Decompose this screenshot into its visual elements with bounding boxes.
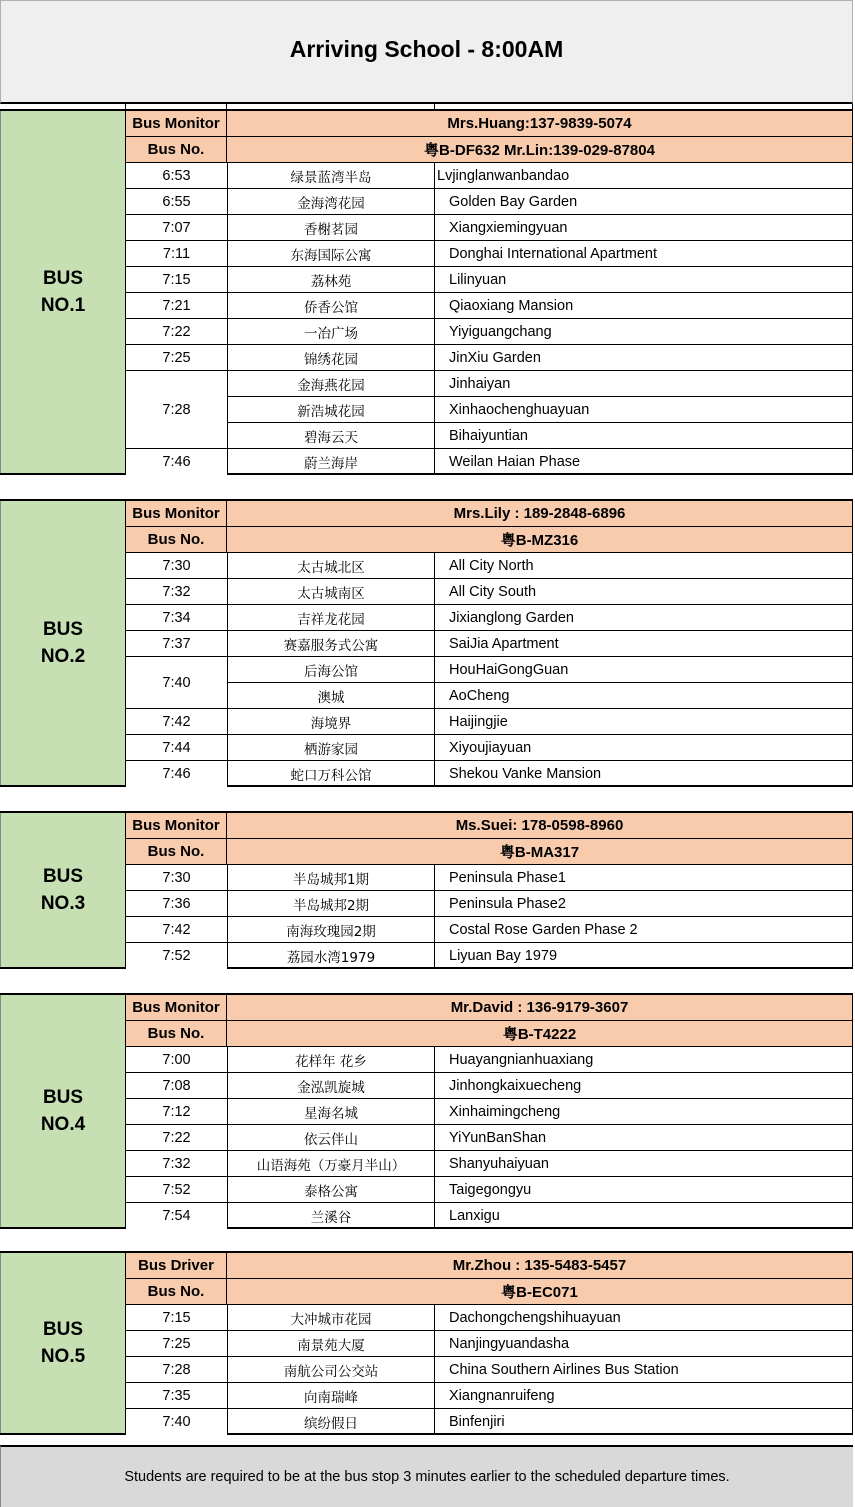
bus-label-line1: BUS: [42, 1319, 84, 1340]
stop-name-cn: 荔林苑: [227, 267, 435, 292]
stop-row: [126, 761, 853, 787]
stop-row: [126, 163, 853, 189]
stop-time: 7:52: [126, 943, 227, 969]
stop-row: [126, 397, 853, 423]
stop-name-en: Bihaiyuntian: [435, 423, 853, 448]
stop-name-cn: 半岛城邦1期: [227, 865, 435, 890]
stop-name-cn: 依云伴山: [227, 1125, 435, 1150]
stop-row: [126, 1203, 853, 1229]
bus-number-row: [126, 1021, 853, 1047]
stop-name-en: Jixianglong Garden: [435, 605, 853, 630]
stop-row: [126, 215, 853, 241]
stop-name-en: JinXiu Garden: [435, 345, 853, 370]
bus-number: 粤B-MZ316: [227, 527, 853, 552]
stop-name-en: Taigegongyu: [435, 1177, 853, 1202]
bus-number: 粤B-EC071: [227, 1279, 853, 1304]
stop-time: 7:28: [126, 1357, 227, 1383]
bus-number: 粤B-DF632 Mr.Lin:139-029-87804: [227, 137, 853, 162]
bus-label: [0, 995, 126, 1227]
bus-label-line2: NO.2: [40, 646, 86, 667]
stop-row: [126, 1383, 853, 1409]
stop-time: 7:52: [126, 1177, 227, 1203]
monitor-label: Bus Monitor: [126, 813, 227, 838]
bus-number-row: [126, 137, 853, 163]
stop-row: [126, 683, 853, 709]
stop-name-cn: 蛇口万科公馆: [227, 761, 435, 787]
stop-name-en: Xinhaimingcheng: [435, 1099, 853, 1124]
bus-section-2: [0, 499, 853, 787]
monitor-label: Bus Monitor: [126, 995, 227, 1020]
stop-time: 7:42: [126, 709, 227, 735]
bus-label-line2: NO.5: [40, 1346, 86, 1367]
stop-name-en: All City North: [435, 553, 853, 578]
monitor-contact: Mrs.Lily : 189-2848-6896: [227, 501, 853, 526]
stop-name-cn: 碧海云天: [227, 423, 435, 448]
stop-name-en: Shanyuhaiyuan: [435, 1151, 853, 1176]
driver-row: [126, 1253, 853, 1279]
bus-number-label: Bus No.: [126, 1021, 227, 1046]
stop-time: 7:15: [126, 1305, 227, 1331]
stop-name-en: Costal Rose Garden Phase 2: [435, 917, 853, 942]
stop-name-en: HouHaiGongGuan: [435, 657, 853, 682]
stop-time: 7:32: [126, 1151, 227, 1177]
driver-contact: Mr.Zhou : 135-5483-5457: [227, 1253, 853, 1278]
stop-name-en: Shekou Vanke Mansion: [435, 761, 853, 787]
stop-name-cn: 蔚兰海岸: [227, 449, 435, 475]
stop-name-cn: 金海燕花园: [227, 371, 435, 396]
stop-time: 7:37: [126, 631, 227, 657]
stop-row: [126, 865, 853, 891]
stop-name-cn: 海境界: [227, 709, 435, 734]
monitor-row: [126, 111, 853, 137]
stop-name-cn: 南景苑大厦: [227, 1331, 435, 1356]
bus-number: 粤B-T4222: [227, 1021, 853, 1046]
stop-time: 7:21: [126, 293, 227, 319]
stop-time: 7:46: [126, 449, 227, 475]
bus-number-row: [126, 1279, 853, 1305]
stop-time: 7:44: [126, 735, 227, 761]
stop-row: [126, 1357, 853, 1383]
bus-label-line1: BUS: [42, 866, 84, 887]
stop-time: 7:32: [126, 579, 227, 605]
stop-name-en: Xiangxiemingyuan: [435, 215, 853, 240]
stop-name-cn: 山语海苑（万豪月半山）: [227, 1151, 435, 1176]
stop-name-cn: 星海名城: [227, 1099, 435, 1124]
stop-name-en: Jinhongkaixuecheng: [435, 1073, 853, 1098]
stop-row: [126, 917, 853, 943]
stop-name-en: Huayangnianhuaxiang: [435, 1047, 853, 1072]
stop-row: [126, 657, 853, 691]
stop-name-cn: 太古城北区: [227, 553, 435, 578]
bus-number-label: Bus No.: [126, 137, 227, 162]
stop-name-cn: 花样年 花乡: [227, 1047, 435, 1072]
bus-number-label: Bus No.: [126, 1279, 227, 1304]
stop-time: 7:42: [126, 917, 227, 943]
stop-name-cn: 绿景蓝湾半岛: [227, 163, 435, 188]
monitor-contact: Mrs.Huang:137-9839-5074: [227, 111, 853, 136]
stop-name-en: Yiyiguangchang: [435, 319, 853, 344]
bus-label: [0, 111, 126, 473]
stop-name-cn: 新浩城花园: [227, 397, 435, 422]
stop-row: [126, 449, 853, 475]
stop-name-cn: 兰溪谷: [227, 1203, 435, 1229]
stop-name-en: Peninsula Phase2: [435, 891, 853, 916]
stop-name-cn: 赛嘉服务式公寓: [227, 631, 435, 656]
stop-name-en: Dachongchengshihuayuan: [435, 1305, 853, 1330]
stop-time: 7:11: [126, 241, 227, 267]
stop-row: [126, 735, 853, 761]
stop-time: 7:46: [126, 761, 227, 787]
stop-time-merged: 7:40: [126, 657, 227, 709]
stop-name-en: Jinhaiyan: [435, 371, 853, 396]
bus-label: [0, 813, 126, 967]
page-title: Arriving School - 8:00AM: [0, 0, 853, 104]
stop-row: [126, 423, 853, 449]
stop-time: 7:54: [126, 1203, 227, 1229]
stop-name-en: Donghai International Apartment: [435, 241, 853, 266]
monitor-row: [126, 501, 853, 527]
stop-name-cn: 香榭茗园: [227, 215, 435, 240]
stop-name-en: Haijingjie: [435, 709, 853, 734]
stop-row: [126, 1099, 853, 1125]
stop-row: [126, 189, 853, 215]
driver-label: Bus Driver: [126, 1253, 227, 1278]
bus-section-5: [0, 1251, 853, 1435]
stop-row: [126, 579, 853, 605]
stop-name-en: Xiangnanruifeng: [435, 1383, 853, 1408]
stop-time: 7:00: [126, 1047, 227, 1073]
bus-number-row: [126, 527, 853, 553]
stop-row: [126, 605, 853, 631]
stop-name-en: Liyuan Bay 1979: [435, 943, 853, 969]
stop-name-en: Peninsula Phase1: [435, 865, 853, 890]
stop-row: [126, 1151, 853, 1177]
stop-time: 7:30: [126, 553, 227, 579]
stop-name-cn: 荔园水湾1979: [227, 943, 435, 969]
stop-name-en: Weilan Haian Phase: [435, 449, 853, 475]
bus-section-4: [0, 993, 853, 1229]
monitor-row: [126, 813, 853, 839]
stop-name-cn: 东海国际公寓: [227, 241, 435, 266]
bus-number-row: [126, 839, 853, 865]
stop-time-merged: 7:28: [126, 371, 227, 449]
stop-name-en: Qiaoxiang Mansion: [435, 293, 853, 318]
stop-row: [126, 319, 853, 345]
bus-section-1: [0, 109, 853, 475]
bus-label-line2: NO.1: [40, 295, 86, 316]
monitor-label: Bus Monitor: [126, 501, 227, 526]
bus-number: 粤B-MA317: [227, 839, 853, 864]
stop-row: [126, 1047, 853, 1073]
stop-row: [126, 891, 853, 917]
stop-row: [126, 943, 853, 969]
stop-row: [126, 345, 853, 371]
stop-time: 7:34: [126, 605, 227, 631]
stop-name-en: Xinhaochenghuayuan: [435, 397, 853, 422]
stop-time: 6:53: [126, 163, 227, 189]
stop-name-en: Golden Bay Garden: [435, 189, 853, 214]
stop-name-en: China Southern Airlines Bus Station: [435, 1357, 853, 1382]
bus-label-line2: NO.4: [40, 1114, 86, 1135]
bus-label: [0, 1253, 126, 1433]
stop-row: [126, 709, 853, 735]
stop-time: 7:15: [126, 267, 227, 293]
stop-name-cn: 南海玫瑰园2期: [227, 917, 435, 942]
bus-section-3: [0, 811, 853, 969]
stop-name-cn: 向南瑞峰: [227, 1383, 435, 1408]
stop-name-en: All City South: [435, 579, 853, 604]
stop-name-en: Xiyoujiayuan: [435, 735, 853, 760]
stop-name-cn: 金泓凯旋城: [227, 1073, 435, 1098]
stop-time: 7:36: [126, 891, 227, 917]
stop-name-en: Lvjinglanwanbandao: [435, 163, 853, 188]
stop-name-cn: 缤纷假日: [227, 1409, 435, 1435]
stop-time: 7:22: [126, 1125, 227, 1151]
bus-label-line1: BUS: [42, 268, 84, 289]
monitor-contact: Mr.David : 136-9179-3607: [227, 995, 853, 1020]
stop-name-cn: 南航公司公交站: [227, 1357, 435, 1382]
stop-time: 7:35: [126, 1383, 227, 1409]
stop-name-en: Binfenjiri: [435, 1409, 853, 1435]
stop-row: [126, 631, 853, 657]
stop-name-cn: 栖游家园: [227, 735, 435, 760]
bus-label-line2: NO.3: [40, 893, 86, 914]
bus-label: [0, 501, 126, 785]
stop-name-cn: 后海公馆: [227, 657, 435, 682]
stop-name-en: Lanxigu: [435, 1203, 853, 1229]
stop-time: 6:55: [126, 189, 227, 215]
stop-name-cn: 一冶广场: [227, 319, 435, 344]
stop-row: [126, 1177, 853, 1203]
stop-name-cn: 太古城南区: [227, 579, 435, 604]
stop-name-cn: 锦绣花园: [227, 345, 435, 370]
stop-row: [126, 1125, 853, 1151]
stop-time: 7:30: [126, 865, 227, 891]
stop-row: [126, 293, 853, 319]
stop-time: 7:12: [126, 1099, 227, 1125]
stop-row: [126, 1073, 853, 1099]
stop-name-en: Lilinyuan: [435, 267, 853, 292]
stop-row: [126, 241, 853, 267]
bus-label-line1: BUS: [42, 619, 84, 640]
stop-row: [126, 267, 853, 293]
stop-name-cn: 澳城: [227, 683, 435, 708]
monitor-row: [126, 995, 853, 1021]
bus-number-label: Bus No.: [126, 527, 227, 552]
stop-name-cn: 吉祥龙花园: [227, 605, 435, 630]
bus-label-line1: BUS: [42, 1087, 84, 1108]
stop-time: 7:22: [126, 319, 227, 345]
stop-name-en: SaiJia Apartment: [435, 631, 853, 656]
stop-row: [126, 553, 853, 579]
stop-name-cn: 侨香公馆: [227, 293, 435, 318]
stop-row: [126, 1305, 853, 1331]
footer-note: Students are required to be at the bus stop 3 minutes earlier to the scheduled departure times.: [0, 1445, 853, 1507]
stop-name-en: YiYunBanShan: [435, 1125, 853, 1150]
stop-name-en: AoCheng: [435, 683, 853, 708]
stop-name-cn: 大冲城市花园: [227, 1305, 435, 1330]
monitor-contact: Ms.Suei: 178-0598-8960: [227, 813, 853, 838]
monitor-label: Bus Monitor: [126, 111, 227, 136]
stop-row: [126, 1409, 853, 1435]
stop-time: 7:40: [126, 1409, 227, 1435]
stop-name-cn: 半岛城邦2期: [227, 891, 435, 916]
stop-name-cn: 金海湾花园: [227, 189, 435, 214]
stop-time: 7:08: [126, 1073, 227, 1099]
stop-time: 7:25: [126, 1331, 227, 1357]
stop-name-cn: 泰格公寓: [227, 1177, 435, 1202]
stop-time: 7:07: [126, 215, 227, 241]
stop-name-en: Nanjingyuandasha: [435, 1331, 853, 1356]
bus-number-label: Bus No.: [126, 839, 227, 864]
stop-row: [126, 1331, 853, 1357]
stop-time: 7:25: [126, 345, 227, 371]
